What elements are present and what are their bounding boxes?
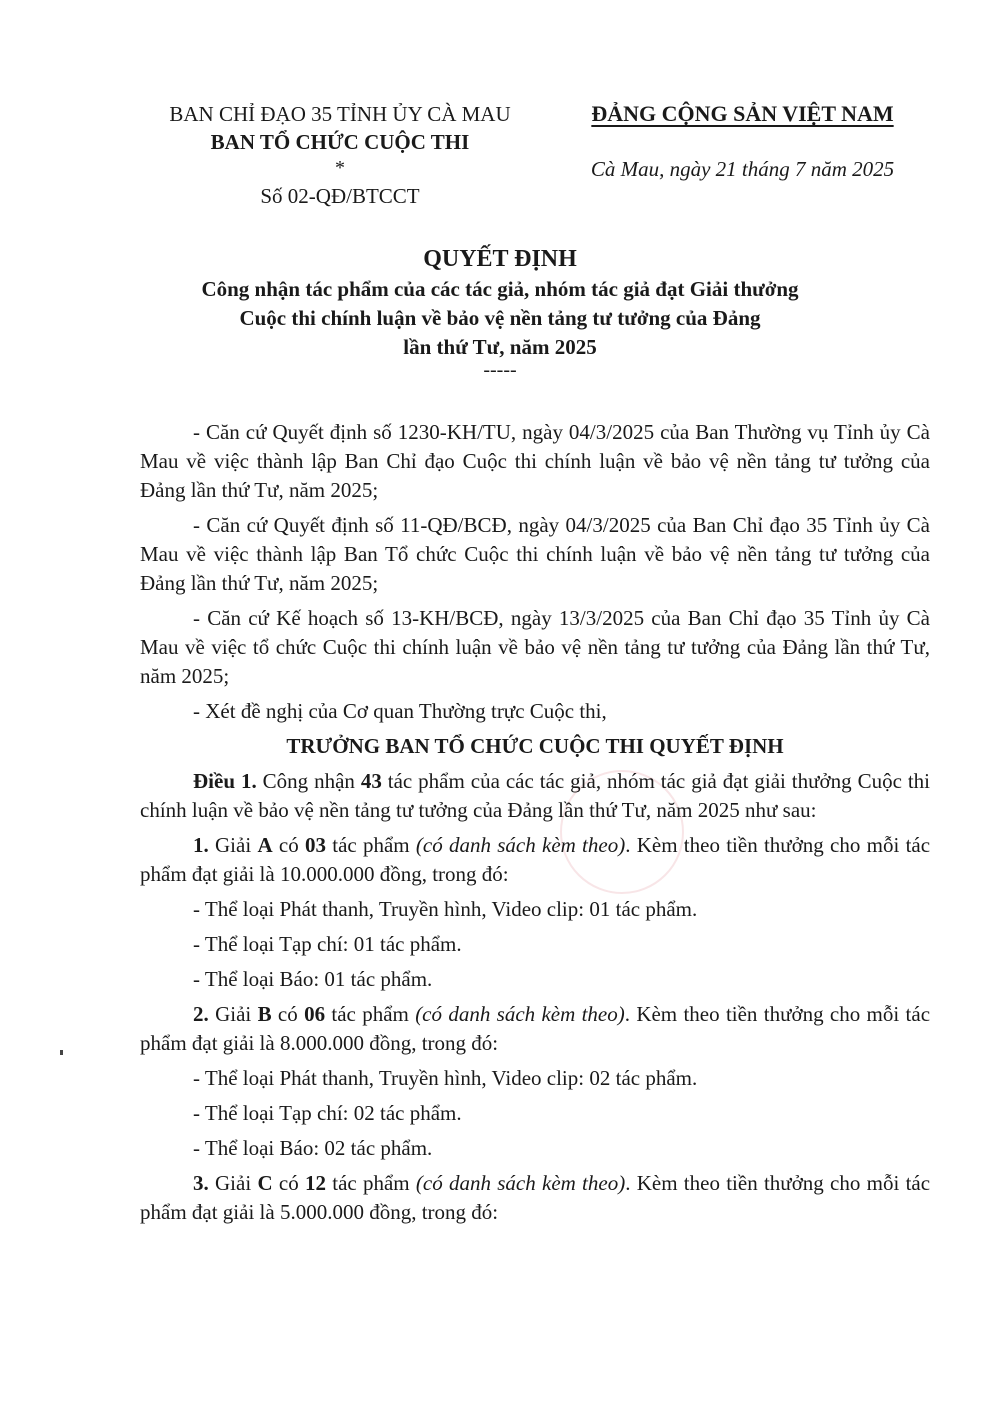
basis-paragraph: - Căn cứ Kế hoạch số 13-KH/BCĐ, ngày 13/3/2025 của Ban Chỉ đạo 35 Tỉnh ủy Cà Mau về việc tổ chức Cuộc thi chính luận về bảo vệ nền tảng tư tưởng của Đảng lần thứ Tư, năm 2025; bbox=[140, 606, 930, 688]
article-1: Điều 1. Công nhận 43 tác phẩm của các tác giả, nhóm tác giả đạt giải thưởng Cuộc thi chính luận về bảo vệ nền tảng tư tưởng của Đảng lần thứ Tư, năm 2025 như sau: bbox=[140, 769, 930, 822]
article-label: Điều 1. bbox=[193, 769, 257, 793]
star-mark: * bbox=[335, 157, 345, 179]
prize-paragraph: 2. Giải B có 06 tác phẩm (có danh sách kèm theo). Kèm theo tiền thưởng cho mỗi tác phẩm đạt giải là 8.000.000 đồng, trong đó: bbox=[140, 1002, 931, 1055]
title-main: QUYẾT ĐỊNH bbox=[423, 246, 577, 272]
scan-speck bbox=[60, 1050, 63, 1055]
prize-item: - Thể loại Phát thanh, Truyền hình, Video clip: 02 tác phẩm. bbox=[193, 1066, 698, 1090]
prize-paragraph: 3. Giải C có 12 tác phẩm (có danh sách kèm theo). Kèm theo tiền thưởng cho mỗi tác phẩm đạt giải là 5.000.000 đồng, trong đó: bbox=[140, 1171, 931, 1224]
document-title bbox=[100, 243, 900, 381]
title-subline: lần thứ Tư, năm 2025 bbox=[403, 335, 597, 359]
document-number: Số 02-QĐ/BTCCT bbox=[260, 184, 420, 208]
prize-item: - Thể loại Báo: 01 tác phẩm. bbox=[193, 967, 433, 991]
prize-item: - Thể loại Phát thanh, Truyền hình, Video clip: 01 tác phẩm. bbox=[193, 897, 698, 921]
party-header bbox=[565, 100, 920, 183]
basis-paragraph: - Căn cứ Quyết định số 1230-KH/TU, ngày 04/3/2025 của Ban Thường vụ Tỉnh ủy Cà Mau về việc thành lập Ban Chỉ đạo Cuộc thi chính luận về bảo vệ nền tảng tư tưởng của Đảng lần thứ Tư, năm 2025; bbox=[140, 420, 930, 502]
title-subline: Cuộc thi chính luận về bảo vệ nền tảng tư tưởng của Đảng bbox=[239, 306, 761, 330]
basis-paragraph: - Xét đề nghị của Cơ quan Thường trực Cuộc thi, bbox=[193, 699, 607, 723]
document-body bbox=[140, 418, 930, 1233]
prize-paragraph: 1. Giải A có 03 tác phẩm (có danh sách kèm theo). Kèm theo tiền thưởng cho mỗi tác phẩm đạt giải là 10.000.000 đồng, trong đó: bbox=[140, 833, 931, 886]
title-subline: Công nhận tác phẩm của các tác giả, nhóm tác giả đạt Giải thưởng bbox=[201, 277, 799, 301]
org-name: BAN TỔ CHỨC CUỘC THI bbox=[210, 130, 470, 154]
party-name: ĐẢNG CỘNG SẢN VIỆT NAM bbox=[591, 101, 894, 126]
title-separator: ----- bbox=[483, 359, 517, 381]
issuing-organization bbox=[140, 100, 540, 210]
prize-item: - Thể loại Báo: 02 tác phẩm. bbox=[193, 1136, 433, 1160]
decision-heading: TRƯỞNG BAN TỔ CHỨC CUỘC THI QUYẾT ĐỊNH bbox=[286, 734, 784, 758]
total-count: 43 bbox=[360, 769, 382, 793]
prize-item: - Thể loại Tạp chí: 01 tác phẩm. bbox=[193, 932, 462, 956]
basis-paragraph: - Căn cứ Quyết định số 11-QĐ/BCĐ, ngày 04/3/2025 của Ban Chỉ đạo 35 Tỉnh ủy Cà Mau về việc thành lập Ban Tổ chức Cuộc thi chính luận về bảo vệ nền tảng tư tưởng của Đảng lần thứ Tư, năm 2025; bbox=[140, 513, 930, 595]
place-date: Cà Mau, ngày 21 tháng 7 năm 2025 bbox=[590, 157, 895, 181]
prize-item: - Thể loại Tạp chí: 02 tác phẩm. bbox=[193, 1101, 462, 1125]
org-parent: BAN CHỈ ĐẠO 35 TỈNH ỦY CÀ MAU bbox=[169, 102, 511, 126]
